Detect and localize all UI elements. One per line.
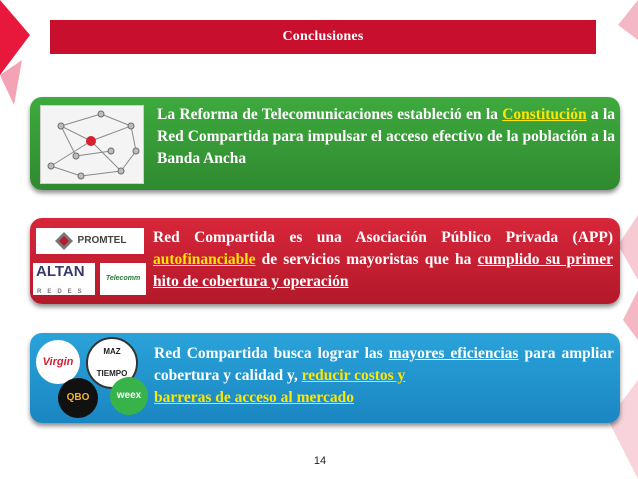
network-image [40,105,144,184]
link-constitucion[interactable]: Constitución [502,106,587,123]
text-segment: Red Compartida busca lograr las [154,345,389,362]
link-primer-hito[interactable]: cumplido su primer hito de cobertura y operación [153,251,613,290]
weex-logo: weex [110,377,148,415]
conclusion-box-1 [30,97,620,190]
link-barreras-acceso[interactable]: barreras de acceso al mercado [154,389,355,406]
text-segment: Red Compartida es una Asociación Público Privada (APP) [153,229,613,246]
text-segment: para ampliar cobertura y calidad y, [154,345,614,384]
corner-decoration-left [0,0,40,110]
conclusion-box-2 [30,218,620,304]
page-number: 14 [313,455,327,467]
conclusion-box-3 [30,333,620,423]
conclusion-text-1 [157,104,615,170]
promtel-logo: PROMTEL [36,228,144,254]
qbo-logo: QBO [58,378,98,418]
page-title: Conclusiones [50,20,596,54]
link-reducir-costos[interactable]: reducir costos y [301,367,406,384]
text-segment: a la Red Compartida para impulsar el acceso efectivo de la población a la Banda Ancha [157,106,616,167]
maz-tiempo-logo: MAZ TIEMPO [86,337,138,389]
altan-logo: ALTAN REDES [33,263,95,295]
text-segment: La Reforma de Telecomunicaciones estableció en la [157,106,503,123]
telecomm-logo: Telecomm [100,263,146,295]
conclusion-text-2 [153,227,613,293]
conclusion-text-3 [154,343,614,409]
text-segment: de servicios mayoristas que ha [255,251,478,268]
virgin-logo: Virgin [36,340,80,384]
link-autofinanciable[interactable]: autofinanciable [153,251,256,268]
link-mayores-eficiencias[interactable]: mayores eficiencias [388,345,519,362]
